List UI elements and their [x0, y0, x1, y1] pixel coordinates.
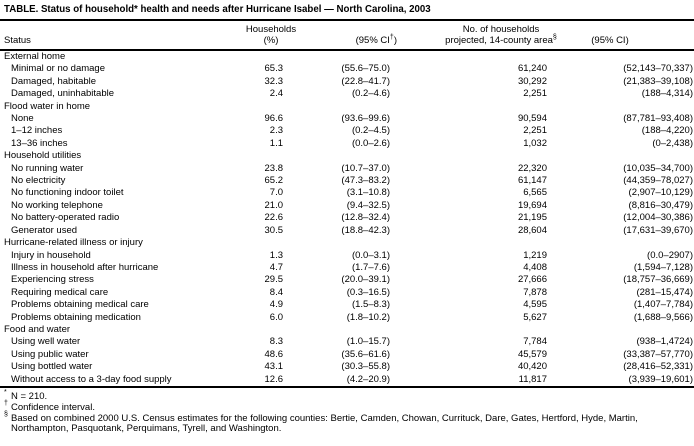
- col-header-ci-n: (95% CI): [591, 35, 629, 46]
- table-row: [0, 63, 694, 75]
- section-row: [0, 324, 694, 336]
- row-ci-n: (17,631–39,670): [623, 224, 693, 236]
- section-row: [0, 237, 694, 249]
- row-projected-n: 19,694: [517, 199, 547, 211]
- table-row: [0, 163, 694, 175]
- row-ci-n: (0.0–2907): [647, 249, 693, 261]
- row-label: Experiencing stress: [11, 274, 94, 286]
- row-projected-n: 4,595: [523, 299, 547, 311]
- col-header-projected: No. of households: [462, 24, 540, 35]
- row-ci-n: (1,594–7,128): [633, 261, 693, 273]
- table-row: [0, 262, 694, 274]
- section-label: External home: [4, 51, 66, 62]
- section-row: [0, 101, 694, 113]
- row-households-pct: 1.3: [269, 249, 283, 261]
- row-ci-pct: (1.5–8.3): [351, 299, 390, 311]
- row-label: None: [11, 113, 34, 125]
- table-row: [0, 274, 694, 286]
- col-header-ci-pct: [302, 35, 404, 50]
- table-row: [0, 299, 694, 311]
- row-households-pct: 8.4: [269, 286, 283, 298]
- table-row: [0, 113, 694, 125]
- row-label: Requiring medical care: [11, 286, 109, 298]
- table-row: [0, 125, 694, 137]
- row-ci-n: (0–2,438): [652, 137, 693, 149]
- table-row: [0, 88, 694, 100]
- col-header-households: Households: [245, 24, 297, 35]
- section-footnote-marker: §: [552, 33, 557, 41]
- row-households-pct: 65.2: [264, 175, 283, 187]
- col-header-pct: (%): [263, 35, 279, 46]
- row-ci-n: (938–1,4724): [636, 336, 693, 348]
- row-ci-pct: (18.8–42.3): [341, 224, 390, 236]
- row-ci-pct: (0.2–4.6): [351, 88, 390, 100]
- row-households-pct: 7.0: [269, 187, 283, 199]
- row-ci-n: (188–4,314): [641, 88, 693, 100]
- table-row: [0, 187, 694, 199]
- row-projected-n: 4,408: [523, 261, 547, 273]
- row-households-pct: 21.0: [264, 199, 283, 211]
- row-ci-pct: (1.7–7.6): [351, 261, 390, 273]
- row-ci-pct: (1.0–15.7): [346, 336, 390, 348]
- row-ci-pct: (20.0–39.1): [341, 274, 390, 286]
- row-households-pct: 96.6: [264, 113, 283, 125]
- section-label: Household utilities: [4, 150, 82, 162]
- row-label: Using well water: [11, 336, 81, 348]
- table-row: [0, 225, 694, 237]
- row-label: No running water: [11, 162, 84, 174]
- row-label: Damaged, uninhabitable: [11, 88, 114, 100]
- table-header: [0, 20, 694, 50]
- row-households-pct: 48.6: [264, 348, 283, 360]
- row-projected-n: 6,565: [523, 187, 547, 199]
- row-projected-n: 1,032: [523, 137, 547, 149]
- row-label: Injury in household: [11, 249, 91, 261]
- row-label: 1–12 inches: [11, 125, 63, 137]
- row-label: 13–36 inches: [11, 137, 68, 149]
- row-projected-n: 45,579: [517, 348, 547, 360]
- footnote: § Based on combined 2000 U.S. Census estimates for the following counties: Bertie, Camden, Chowan, Currituck, Dare, Gates, Hertford, Hyde, Martin, Northampton, Pasquotank, Perquimans, Tyrell, and Washington.: [4, 410, 638, 435]
- row-ci-n: (281–15,474): [636, 286, 693, 298]
- header-row-1: [0, 20, 694, 35]
- row-ci-pct: (93.6–99.6): [341, 113, 390, 125]
- row-ci-n: (28,416–52,331): [623, 361, 693, 373]
- row-ci-n: (188–4,220): [641, 125, 693, 137]
- row-projected-n: 27,666: [517, 274, 547, 286]
- row-projected-n: 11,817: [518, 373, 547, 385]
- footnote: * N = 210.: [4, 388, 48, 402]
- row-households-pct: 32.3: [264, 75, 283, 87]
- row-households-pct: 29.5: [264, 274, 283, 286]
- table-row: [0, 175, 694, 187]
- row-ci-pct: (4.2–20.9): [346, 373, 390, 385]
- table-title: TABLE. Status of household* health and needs after Hurricane Isabel — North Carolina, 2003: [4, 4, 431, 15]
- row-ci-n: (87,781–93,408): [623, 113, 693, 125]
- row-ci-n: (1,407–7,784): [633, 299, 693, 311]
- table-row: [0, 336, 694, 348]
- col-header-projected-area: [404, 35, 564, 50]
- row-households-pct: 22.6: [264, 212, 283, 224]
- row-label: Problems obtaining medical care: [11, 299, 149, 311]
- table-row: [0, 349, 694, 361]
- row-households-pct: 65.3: [264, 63, 283, 75]
- row-label: Using public water: [11, 348, 89, 360]
- row-ci-n: (12,004–30,386): [623, 212, 693, 224]
- row-ci-pct: (1.8–10.2): [346, 311, 390, 323]
- row-ci-pct: (10.7–37.0): [341, 162, 390, 174]
- row-ci-n: (3,939–19,601): [628, 373, 693, 385]
- row-label: No working telephone: [11, 199, 103, 211]
- row-ci-pct: (12.8–32.4): [341, 212, 390, 224]
- row-label: Problems obtaining medication: [11, 311, 141, 323]
- health-needs-table: [0, 19, 694, 388]
- row-projected-n: 7,784: [523, 336, 547, 348]
- table-row: [0, 138, 694, 150]
- table-row: [0, 250, 694, 262]
- row-label: Damaged, habitable: [11, 75, 97, 87]
- footnote-text: N = 210.: [11, 390, 48, 402]
- row-ci-pct: (47.3–83.2): [341, 175, 390, 187]
- table-row: [0, 287, 694, 299]
- row-households-pct: 43.1: [264, 361, 283, 373]
- header-spacer: [302, 20, 404, 35]
- header-row-2: [0, 35, 694, 50]
- col-header-status: Status: [4, 35, 31, 46]
- row-projected-n: 28,604: [517, 224, 547, 236]
- row-projected-n: 22,320: [517, 162, 547, 174]
- ci-pct-label: (95% CI: [355, 35, 390, 46]
- row-ci-n: (52,143–70,337): [623, 63, 693, 75]
- dagger-footnote-marker: †: [389, 33, 394, 41]
- row-label: No battery-operated radio: [11, 212, 120, 224]
- section-row: [0, 150, 694, 162]
- header-spacer: [0, 20, 240, 35]
- row-label: No functioning indoor toilet: [11, 187, 124, 199]
- row-ci-pct: (22.8–41.7): [341, 75, 390, 87]
- row-ci-pct: (3.1–10.8): [346, 187, 390, 199]
- footnote-text: Confidence interval.: [11, 401, 95, 413]
- table-row: [0, 361, 694, 373]
- footnotes: [0, 388, 694, 435]
- row-ci-n: (10,035–34,700): [623, 162, 693, 174]
- row-projected-n: 1,219: [523, 249, 547, 261]
- row-ci-pct: (0.3–16.5): [346, 286, 390, 298]
- row-households-pct: 4.9: [269, 299, 283, 311]
- row-label: No electricity: [11, 175, 66, 187]
- row-projected-n: 90,594: [517, 113, 547, 125]
- row-projected-n: 61,147: [517, 175, 547, 187]
- row-projected-n: 7,878: [523, 286, 547, 298]
- row-ci-n: (33,387–57,770): [623, 348, 693, 360]
- table-row: [0, 212, 694, 224]
- row-projected-n: 40,420: [517, 361, 547, 373]
- row-households-pct: 12.6: [264, 373, 283, 385]
- section-label: Hurricane-related illness or injury: [4, 237, 143, 249]
- row-households-pct: 8.3: [269, 336, 283, 348]
- section-row: [0, 50, 694, 63]
- section-label: Flood water in home: [4, 100, 91, 112]
- row-households-pct: 2.3: [269, 125, 283, 137]
- row-projected-n: 30,292: [517, 75, 547, 87]
- footnote: † Confidence interval.: [4, 399, 95, 413]
- row-ci-n: (18,757–36,669): [623, 274, 693, 286]
- row-ci-pct: (30.3–55.8): [341, 361, 390, 373]
- footnote-text: Based on combined 2000 U.S. Census estimates for the following counties: Bertie, Camden, Chowan, Currituck, Dare, Gates, Hertford, Hyde, Martin, Northampton, Pasquotank, Perquimans, Tyrell, and Washington.: [11, 412, 638, 435]
- section-label: Food and water: [4, 323, 71, 335]
- header-spacer: [564, 20, 694, 35]
- row-households-pct: 2.4: [269, 88, 283, 100]
- row-ci-pct: (0.2–4.5): [351, 125, 390, 137]
- row-projected-n: 21,195: [517, 212, 547, 224]
- ci-pct-label-close: ): [393, 35, 397, 46]
- table-body: [0, 50, 694, 387]
- row-households-pct: 23.8: [264, 162, 283, 174]
- row-ci-n: (1,688–9,566): [633, 311, 693, 323]
- row-ci-n: (44,359–78,027): [623, 175, 693, 187]
- row-projected-n: 2,251: [523, 88, 547, 100]
- row-ci-n: (21,383–39,108): [623, 75, 693, 87]
- table-row: [0, 374, 694, 387]
- row-projected-n: 5,627: [523, 311, 547, 323]
- row-ci-n: (2,907–10,129): [628, 187, 693, 199]
- row-ci-pct: (55.6–75.0): [341, 63, 390, 75]
- row-label: Illness in household after hurricane: [11, 261, 159, 273]
- row-label: Generator used: [11, 224, 78, 236]
- row-label: Without access to a 3-day food supply: [11, 373, 172, 385]
- row-ci-n: (8,816–30,479): [628, 199, 693, 211]
- row-households-pct: 30.5: [264, 224, 283, 236]
- row-label: Using bottled water: [11, 361, 93, 373]
- row-projected-n: 61,240: [517, 63, 547, 75]
- projected-area-label: projected, 14-county area: [445, 35, 553, 46]
- row-households-pct: 1.1: [269, 137, 283, 149]
- row-households-pct: 4.7: [269, 261, 283, 273]
- row-projected-n: 2,251: [523, 125, 547, 137]
- table-row: [0, 76, 694, 88]
- row-ci-pct: (9.4–32.5): [346, 199, 390, 211]
- table-row: [0, 312, 694, 324]
- row-ci-pct: (0.0–3.1): [351, 249, 390, 261]
- row-ci-pct: (0.0–2.6): [351, 137, 390, 149]
- row-households-pct: 6.0: [269, 311, 283, 323]
- table-row: [0, 200, 694, 212]
- row-label: Minimal or no damage: [11, 63, 105, 75]
- row-ci-pct: (35.6–61.6): [341, 348, 390, 360]
